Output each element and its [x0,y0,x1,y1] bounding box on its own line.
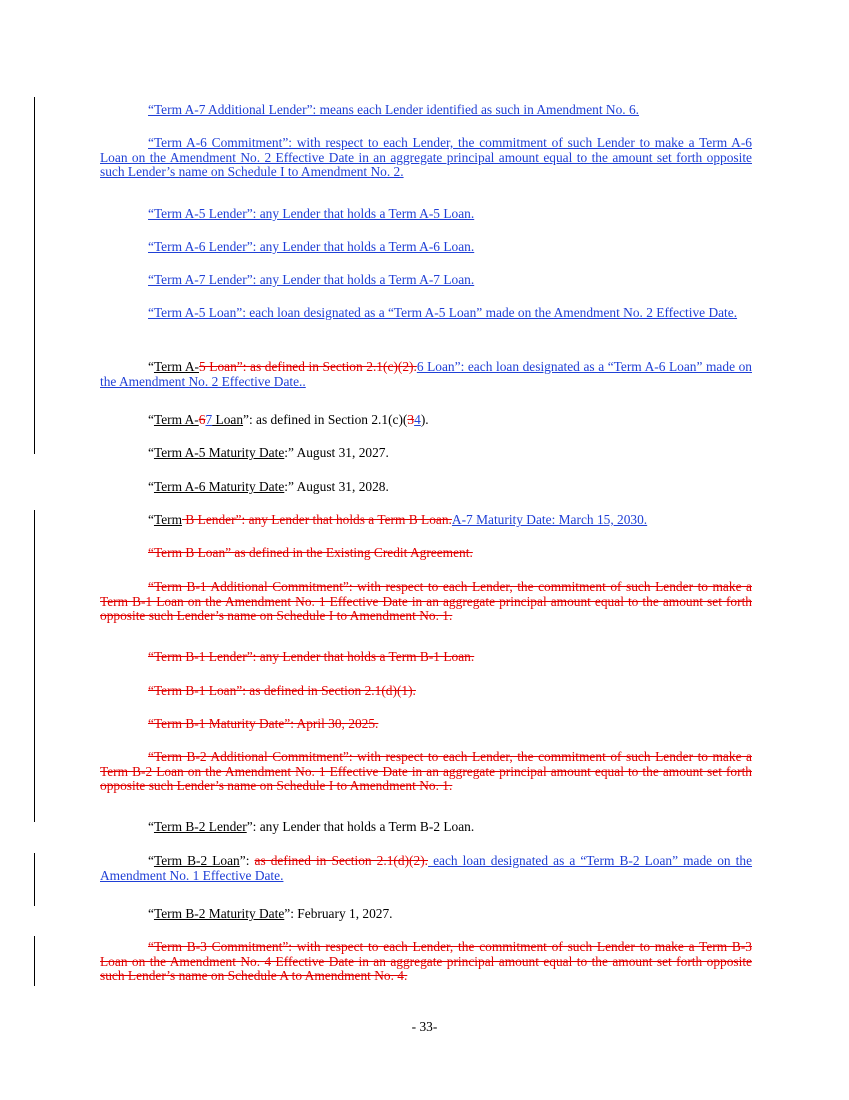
definition-term-a5-lender: “Term A-5 Lender”: any Lender that holds a Term A-5 Loan. [148,206,475,221]
page-number: - 33- [411,1019,438,1034]
definition-term-a7-loan: “Term A-67 Loan”: as defined in Section 2.1(c)(34). [148,412,429,427]
definition-term-a6-maturity-date: “Term A-6 Maturity Date:” August 31, 2028. [148,479,389,494]
definition-term-a5-loan: “Term A-5 Loan”: each loan designated as a “Term A-5 Loan” made on the Amendment No. 2 Effective Date. [148,305,738,320]
deleted-definition-term-b1-commitment: “Term B-1 Additional Commitment”: with respect to each Lender, the commitment of such Lender to make a Term B-1 Loan on the Amendment No. 1 Effective Date in an aggregate principal amount equal to the amount set forth opposite such Lender’s name on Schedule I to Amendment No. 1. [100,579,752,624]
deleted-definition-term-b1-lender: “Term B-1 Lender”: any Lender that holds a Term B-1 Loan. [148,649,475,664]
definition-term-a7-additional-lender: “Term A-7 Additional Lender”: means each Lender identified as such in Amendment No. 6. [148,102,640,117]
definition-term-a6-commitment: “Term A-6 Commitment”: with respect to each Lender, the commitment of such Lender to make a Term A-6 Loan on the Amendment No. 2 Effective Date in an aggregate principal amount equal to the amount set forth opposite such Lender’s name on Schedule I to Amendment No. 2. [100,135,752,180]
deleted-definition-term-b-loan: “Term B Loan” as defined in the Existing Credit Agreement. [148,545,473,560]
deleted-definition-term-b1-loan: “Term B-1 Loan”: as defined in Section 2.1(d)(1). [148,683,416,698]
definition-term-b2-loan: “Term B-2 Loan”: as defined in Section 2.1(d)(2). each loan designated as a “Term B-2 Loan” made on the Amendment No. 1 Effective Date. [100,853,753,883]
change-bar [34,510,35,822]
definition-term-b2-lender: “Term B-2 Lender”: any Lender that holds a Term B-2 Loan. [148,819,475,834]
deleted-definition-term-b1-maturity-date: “Term B-1 Maturity Date”: April 30, 2025. [148,716,379,731]
definition-term-a5-maturity-date: “Term A-5 Maturity Date:” August 31, 2027. [148,445,389,460]
definition-term-a7-maturity-date: “Term B Lender”: any Lender that holds a Term B Loan.A-7 Maturity Date: March 15, 2030. [148,512,648,527]
change-bar [34,97,35,454]
definition-term-a6-loan: “Term A-5 Loan”: as defined in Section 2.1(c)(2).6 Loan”: each loan designated as a “Term A-6 Loan” made on the Amendment No. 2 Effective Date.. [100,359,752,389]
change-bar [34,936,35,986]
deleted-definition-term-b2-commitment: “Term B-2 Additional Commitment”: with respect to each Lender, the commitment of such Lender to make a Term B-2 Loan on the Amendment No. 1 Effective Date in an aggregate principal amount equal to the amount set forth opposite such Lender’s name on Schedule I to Amendment No. 1. [100,749,752,794]
deleted-definition-term-b3-commitment: “Term B-3 Commitment”: with respect to each Lender, the commitment of such Lender to make a Term B-3 Loan on the Amendment No. 4 Effective Date in an aggregate principal amount equal to the amount set forth opposite such Lender’s name on Schedule A to Amendment No. 4. [100,939,752,984]
change-bar [34,853,35,906]
definition-term-a6-lender: “Term A-6 Lender”: any Lender that holds a Term A-6 Loan. [148,239,475,254]
definition-term-a7-lender: “Term A-7 Lender”: any Lender that holds a Term A-7 Loan. [148,272,475,287]
definition-term-b2-maturity-date: “Term B-2 Maturity Date”: February 1, 2027. [148,906,393,921]
